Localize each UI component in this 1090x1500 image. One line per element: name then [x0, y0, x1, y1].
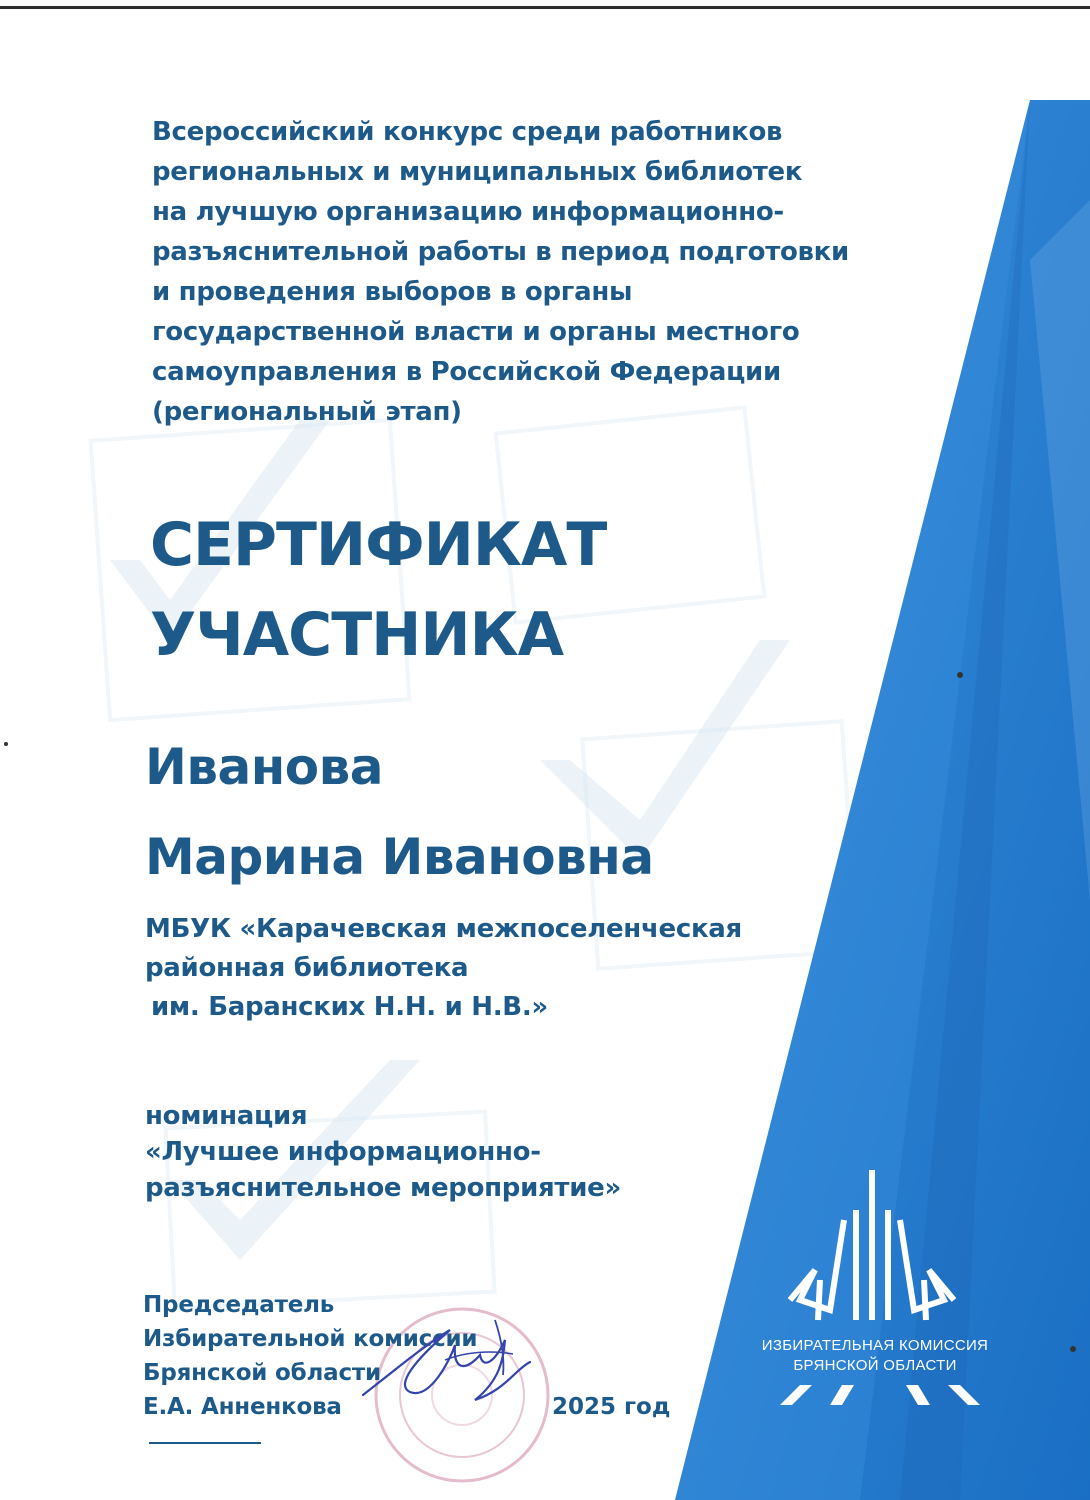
competition-line: и проведения выборов в органы	[152, 277, 633, 307]
recipient-surname: Иванова	[145, 738, 384, 796]
competition-line: Всероссийский конкурс среди работников	[152, 117, 783, 147]
handwritten-signature	[355, 1300, 555, 1420]
certificate-title	[150, 500, 606, 680]
competition-line: на лучшую организацию информационно-	[152, 197, 784, 227]
commission-logo-text	[745, 1336, 1005, 1376]
scan-speck	[1070, 1346, 1076, 1352]
year: 2025 год	[552, 1394, 671, 1420]
competition-title	[152, 112, 912, 432]
competition-line: самоуправления в Российской Федерации	[152, 357, 781, 387]
competition-line: государственной власти и органы местного	[152, 317, 800, 347]
certificate-title-line1: СЕРТИФИКАТ	[150, 510, 607, 580]
nomination-line1: «Лучшее информационно-	[145, 1137, 541, 1167]
competition-line: разъяснительной работы в период подготовки	[152, 237, 849, 267]
organization-line1: МБУК «Карачевская межпоселенческая	[145, 914, 742, 944]
nomination-label: номинация	[145, 1101, 308, 1131]
election-commission-emblem-icon	[760, 1160, 1000, 1420]
logo-line1: ИЗБИРАТЕЛЬНАЯ КОМИССИЯ	[761, 1337, 989, 1354]
recipient-given-names: Марина Ивановна	[145, 828, 654, 886]
organization	[145, 910, 742, 1027]
scan-speck	[957, 672, 963, 678]
recipient-name	[145, 722, 654, 902]
logo-line2: БРЯНСКОЙ ОБЛАСТИ	[793, 1357, 957, 1374]
nomination-line2: разъяснительное мероприятие»	[145, 1173, 621, 1203]
signatory-region: Брянской области	[143, 1360, 381, 1386]
signature-line	[149, 1424, 261, 1444]
organization-line3: им. Баранских Н.Н. и Н.В.»	[151, 992, 548, 1022]
signatory-organization: Избирательной комиссии	[143, 1326, 478, 1352]
signatory-position: Председатель	[143, 1292, 335, 1318]
competition-line: региональных и муниципальных библиотек	[152, 157, 803, 187]
certificate-title-line2: УЧАСТНИКА	[150, 600, 564, 670]
signatory-name: Е.А. Анненкова	[143, 1394, 342, 1420]
organization-line2: районная библиотека	[145, 953, 469, 983]
nomination	[145, 1098, 621, 1206]
scan-speck	[4, 742, 8, 746]
competition-line: (региональный этап)	[152, 397, 462, 427]
